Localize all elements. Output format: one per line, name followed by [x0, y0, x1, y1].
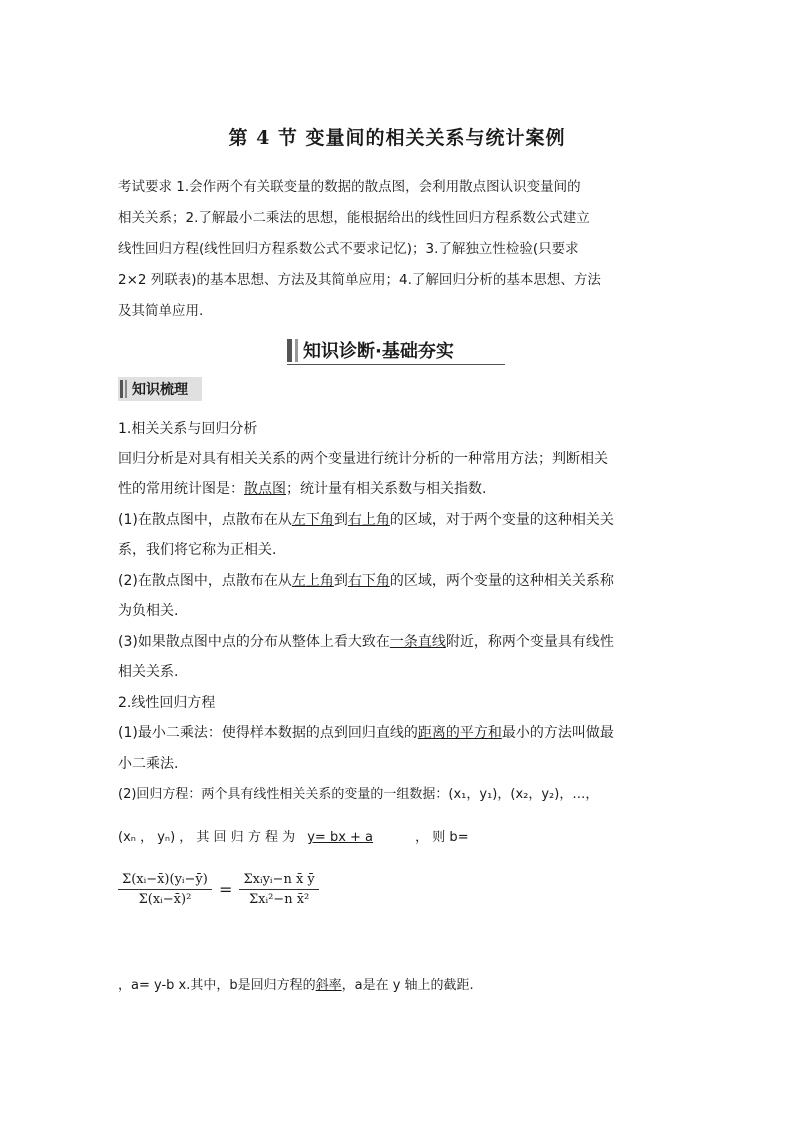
requirement-line: 线性回归方程(线性回归方程系数公式不要求记忆)；3.了解独立性检验(只要求 — [118, 241, 579, 257]
paragraph — [118, 478, 486, 498]
paragraph: 回归分析是对具有相关关系的两个变量进行统计分析的一种常用方法；判断相关 — [118, 451, 608, 467]
banner-title: 知识诊断·基础夯实 — [303, 341, 454, 362]
text: (xₙ ， yₙ) ， 其 回 归 方 程 为 — [118, 830, 296, 845]
regression-equation: y= bx + a — [307, 830, 374, 845]
heading-2: 2.线性回归方程 — [118, 695, 216, 711]
slope-formula — [118, 872, 678, 907]
paragraph — [118, 570, 614, 590]
tag-bar — [120, 380, 123, 398]
text: 最小的方法叫做最 — [501, 725, 614, 741]
fraction — [239, 872, 318, 907]
text: 附近，称两个变量具有线性 — [445, 634, 614, 650]
paragraph: 系，我们将它称为正相关. — [118, 542, 277, 558]
text: (2)在散点图中，点散布在从 — [118, 573, 292, 589]
text: ， 则 b= — [415, 830, 469, 845]
underlined-text: 左上角 — [291, 573, 334, 589]
paragraph: 相关关系. — [118, 664, 179, 680]
section-tag — [118, 377, 202, 401]
text: (3)如果散点图中点的分布从整体上看大致在 — [118, 634, 390, 650]
underlined-text: 距离的平方和 — [417, 725, 502, 741]
requirement-line: 相关关系；2.了解最小二乘法的思想，能根据给出的线性回归方程系数公式建立 — [118, 210, 590, 226]
text: 到 — [333, 573, 348, 589]
paragraph — [118, 826, 469, 845]
exam-requirements — [118, 172, 678, 327]
denominator: Σxᵢ²−n x̄² — [248, 892, 310, 907]
denominator: Σ(xᵢ−x̄)² — [138, 892, 192, 907]
banner-bar — [295, 339, 298, 362]
banner-bar — [287, 339, 292, 362]
paragraph: (2)回归方程：两个具有线性相关关系的变量的一组数据：(x₁，y₁)，(x₂，y₂)，…， — [118, 787, 599, 802]
text: ；统计量有相关系数与相关指数. — [286, 481, 487, 497]
requirement-line: 2×2 列联表)的基本思想、方法及其简单应用；4.了解回归分析的基本思想、方法 — [118, 272, 601, 288]
fraction — [118, 872, 212, 907]
numerator: Σ(xᵢ−x̄)(yᵢ−ȳ) — [118, 872, 212, 890]
tag-bar — [125, 380, 127, 398]
text: ，a是在 y 轴上的截距. — [341, 978, 474, 993]
paragraph — [118, 631, 614, 651]
text: 的区域，对于两个变量的这种相关关 — [389, 512, 614, 528]
underlined-text: 右上角 — [347, 512, 390, 528]
paragraph: 小二乘法. — [118, 756, 179, 772]
text: ，a= y-b x.其中，b是回归方程的 — [118, 978, 316, 993]
text: 到 — [333, 512, 348, 528]
equals-sign: = — [218, 880, 233, 899]
underlined-text: 散点图 — [244, 481, 286, 497]
numerator: Σxᵢyᵢ−n x̄ ȳ — [239, 872, 318, 890]
text: 的区域，两个变量的这种相关关系称 — [389, 573, 614, 589]
paragraph: 为负相关. — [118, 603, 179, 619]
page-title: 第 4 节 变量间的相关关系与统计案例 — [228, 127, 566, 149]
paragraph — [118, 974, 474, 993]
text: (1)最小二乘法：使得样本数据的点到回归直线的 — [118, 725, 418, 741]
requirement-line: 考试要求 1.会作两个有关联变量的数据的散点图，会利用散点图认识变量间的 — [118, 179, 581, 195]
underlined-text: 右下角 — [347, 573, 390, 589]
tag-label: 知识梳理 — [132, 382, 188, 398]
underlined-text: 斜率 — [315, 978, 342, 993]
section-banner — [287, 337, 505, 365]
paragraph — [118, 509, 614, 529]
paragraph — [118, 722, 614, 742]
requirement-line: 及其简单应用. — [118, 303, 204, 319]
underlined-text: 左下角 — [291, 512, 334, 528]
text: (1)在散点图中，点散布在从 — [118, 512, 292, 528]
underlined-text: 一条直线 — [389, 634, 446, 650]
heading-1: 1.相关关系与回归分析 — [118, 421, 258, 437]
body-text — [118, 418, 678, 878]
text: 性的常用统计图是： — [118, 481, 244, 497]
